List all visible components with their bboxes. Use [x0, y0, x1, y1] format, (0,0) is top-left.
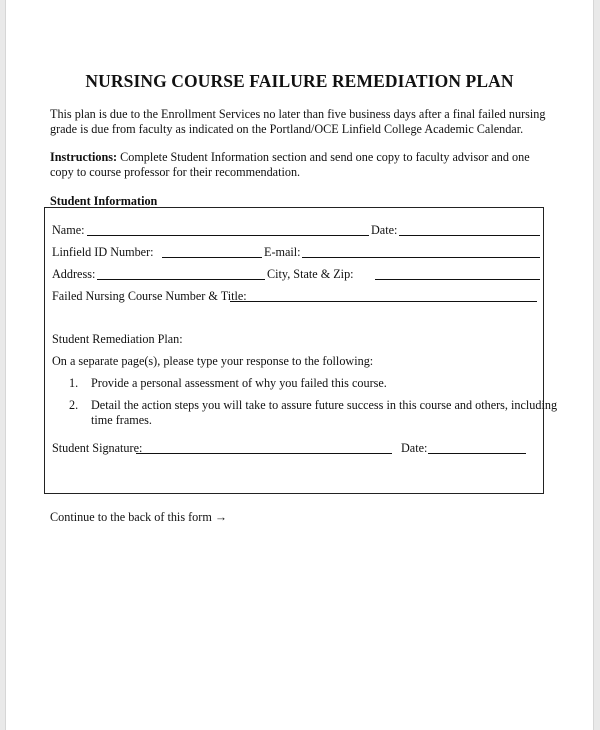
continue-note: Continue to the back of this form →: [50, 510, 228, 524]
intro-paragraph: This plan is due to the Enrollment Services no later than five business days after a final failed nursing grade is due from faculty as indicated on the Portland/OCE Linfield College Academic Calendar.: [50, 107, 546, 136]
signature-label: Student Signature:: [52, 441, 143, 455]
signature-date-field[interactable]: [428, 453, 526, 454]
list-item-number: 2.: [69, 398, 79, 412]
city-state-zip-label: City, State & Zip:: [267, 267, 354, 281]
failed-course-field[interactable]: [230, 301, 537, 302]
student-information-box: [44, 207, 558, 494]
signature-date-label: Date:: [401, 441, 428, 455]
name-field[interactable]: [87, 235, 369, 236]
date-field[interactable]: [399, 235, 540, 236]
address-field[interactable]: [97, 279, 265, 280]
student-information-heading: Student Information: [50, 194, 158, 208]
list-item-number: 1.: [69, 376, 79, 390]
date-label: Date:: [371, 223, 398, 237]
remediation-prompt: On a separate page(s), please type your response to the following:: [52, 354, 374, 368]
failed-course-label: Failed Nursing Course Number & Title:: [52, 289, 247, 303]
email-field[interactable]: [302, 257, 540, 258]
list-item-text: Detail the action steps you will take to assure future success in this course and others, including time frames.: [91, 398, 558, 427]
list-item-text: Provide a personal assessment of why you failed this course.: [91, 376, 387, 390]
linfield-id-field[interactable]: [162, 257, 262, 258]
name-label: Name:: [52, 223, 85, 237]
document-page: [5, 0, 594, 730]
signature-field[interactable]: [136, 453, 392, 454]
city-state-zip-field[interactable]: [375, 279, 540, 280]
instructions-paragraph: [50, 150, 550, 180]
instructions-label: Instructions:: [50, 150, 118, 164]
page-title: NURSING COURSE FAILURE REMEDIATION PLAN: [85, 71, 514, 91]
linfield-id-label: Linfield ID Number:: [52, 245, 154, 259]
remediation-label: Student Remediation Plan:: [52, 332, 183, 346]
instructions-text: Complete Student Information section and send one copy to faculty advisor and one copy to course professor for their recommendation.: [50, 150, 530, 179]
email-label: E-mail:: [264, 245, 301, 259]
address-label: Address:: [52, 267, 96, 281]
